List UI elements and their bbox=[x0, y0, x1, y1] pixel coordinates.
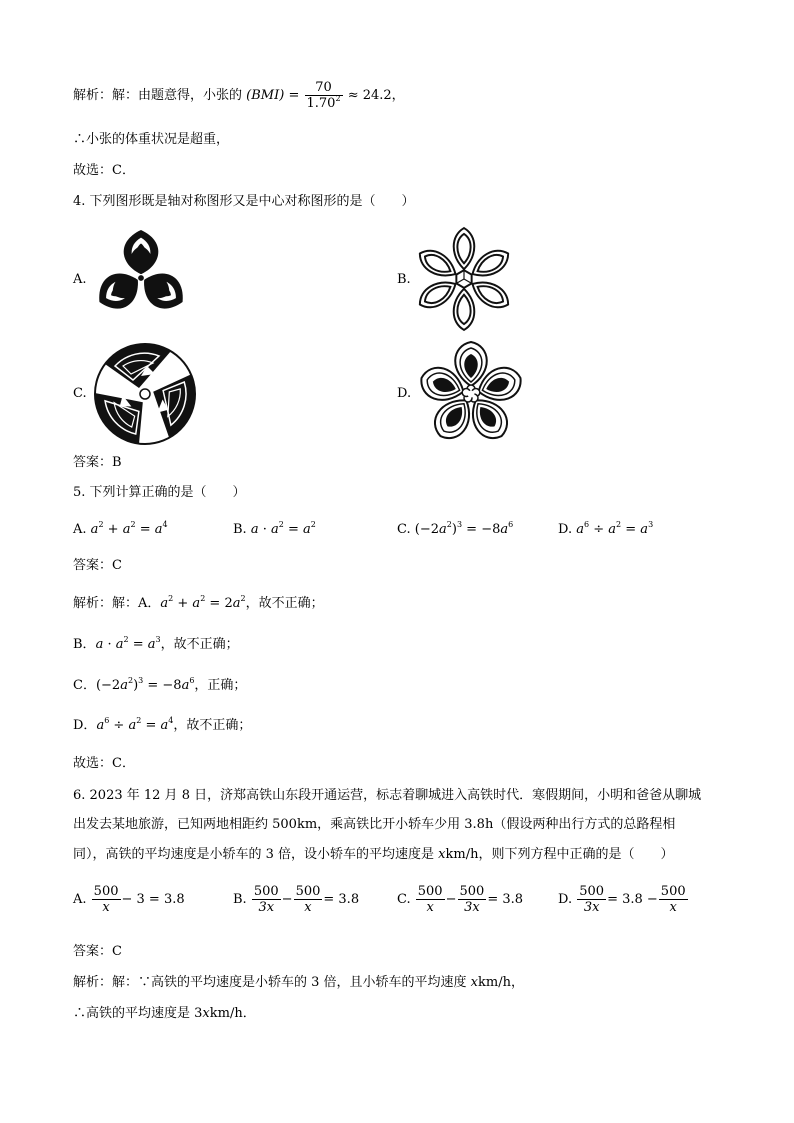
q6-option-b-rest: = 3.8 bbox=[323, 892, 360, 907]
q6-option-c-rest: = 3.8 bbox=[487, 892, 524, 907]
q6-option-d bbox=[558, 884, 689, 915]
q6-stem-line3-x: x bbox=[438, 847, 446, 862]
numerator: 500 bbox=[417, 884, 443, 899]
q5-option-a-label: A. bbox=[73, 522, 87, 537]
q4-label-b: B. bbox=[397, 272, 411, 287]
q6-analysis1-a: 解析：解：∵高铁的平均速度是小轿车的 3 倍，且小轿车的平均速度 bbox=[73, 975, 471, 990]
q6-answer: 答案：C bbox=[73, 944, 122, 959]
denominator: x bbox=[426, 900, 434, 915]
q6-analysis2-x: x bbox=[202, 1006, 210, 1021]
q6-stem-line3-b: km/h，则下列方程中正确的是（ ） bbox=[445, 847, 674, 862]
numerator: 500 bbox=[295, 884, 321, 899]
minus-sign: − bbox=[445, 892, 457, 907]
fraction bbox=[92, 884, 121, 915]
minus-sign: − bbox=[281, 892, 293, 907]
equals-sign: = bbox=[288, 88, 300, 103]
bmi-numerator: 70 bbox=[305, 80, 343, 96]
bmi-symbol: (BMI) bbox=[246, 88, 285, 103]
q6-option-a bbox=[73, 884, 185, 915]
numerator: 500 bbox=[93, 884, 119, 899]
q5-analysis-c: C．$(-2a^2)^3 = -8a^6$，正确； bbox=[73, 676, 247, 693]
q6-option-a-rest: − 3 = 3.8 bbox=[121, 892, 185, 907]
q5-choose: 故选：C． bbox=[73, 756, 135, 771]
denominator: 3x bbox=[258, 900, 275, 915]
q5-option-d: D. $a^6 \div a^2 = a^3$ bbox=[558, 520, 654, 537]
numerator: 500 bbox=[253, 884, 279, 899]
fraction bbox=[577, 884, 606, 915]
bmi-den-exp: 2 bbox=[335, 94, 341, 103]
fraction bbox=[659, 884, 688, 915]
q5-option-c-label: C. bbox=[397, 522, 411, 537]
q4-answer: 答案：B bbox=[73, 455, 122, 470]
bmi-den-base: 1.70 bbox=[306, 96, 336, 111]
q6-analysis1-x: x bbox=[470, 975, 479, 990]
denominator: 3x bbox=[464, 900, 480, 915]
q6-option-d-label: D. bbox=[558, 892, 573, 907]
q4-figure-c bbox=[93, 342, 197, 446]
q3-analysis-line bbox=[73, 80, 405, 114]
q4-figure-a bbox=[93, 228, 189, 328]
q5-analysis-d-suffix: ，故不正确； bbox=[173, 718, 252, 733]
q5-analysis-d: D．$a^6 \div a^2 = a^4$，故不正确； bbox=[73, 716, 252, 733]
numerator: 500 bbox=[579, 884, 605, 899]
q5-analysis-b: B．$a \cdot a^2 = a^3$，故不正确； bbox=[73, 635, 239, 652]
q5-analysis-a-suffix: ，故不正确； bbox=[245, 596, 324, 611]
q5-analysis-c-prefix: C． bbox=[73, 678, 96, 693]
q6-analysis2-a: ∴高铁的平均速度是 3 bbox=[73, 1006, 203, 1021]
q4-figure-b bbox=[415, 226, 513, 332]
q6-stem-line2: 出发去某地旅游，已知两地相距约 500km，乘高铁比开小轿车少用 3.8h（假设两种出行方式的总路程相 bbox=[73, 817, 676, 832]
fraction bbox=[252, 884, 281, 915]
numerator: 500 bbox=[660, 884, 686, 899]
q5-option-b: B. $a \cdot a^2 = a^2$ bbox=[233, 520, 316, 537]
q4-figure-d bbox=[417, 340, 525, 448]
q6-analysis1-b: km/h， bbox=[478, 975, 524, 990]
q6-stem-line3 bbox=[73, 846, 673, 864]
q5-analysis-d-prefix: D． bbox=[73, 718, 97, 733]
q6-option-c-label: C. bbox=[397, 892, 411, 907]
q6-analysis-line2 bbox=[73, 1005, 256, 1023]
q5-option-c: C. $(-2a^2)^3 = -8a^6$ bbox=[397, 520, 514, 537]
q5-answer: 答案：C bbox=[73, 558, 122, 573]
fraction bbox=[416, 884, 445, 915]
numerator: 500 bbox=[459, 884, 485, 899]
q6-option-c bbox=[397, 884, 523, 915]
q4-label-d: D. bbox=[397, 386, 412, 401]
q3-analysis-prefix: 解析：解：由题意得，小张的 bbox=[73, 88, 243, 103]
fraction bbox=[458, 884, 487, 915]
q6-option-d-mid: = 3.8 − bbox=[607, 892, 658, 907]
bmi-approx: ≈ 24.2， bbox=[347, 88, 405, 103]
q3-choose: 故选：C． bbox=[73, 163, 135, 178]
q6-option-b bbox=[233, 884, 359, 915]
q4-stem: 4. 下列图形既是轴对称图形又是中心对称图形的是（ ） bbox=[73, 194, 415, 209]
q5-analysis-a: 解析：解：A．$a^2 + a^2 = 2a^2$，故不正确； bbox=[73, 594, 324, 611]
q6-stem-line3-a: 同），高铁的平均速度是小轿车的 3 倍，设小轿车的平均速度是 bbox=[73, 847, 439, 862]
q5-analysis-a-prefix: 解析：解：A． bbox=[73, 596, 161, 611]
q5-option-b-label: B. bbox=[233, 522, 247, 537]
denominator: x bbox=[304, 900, 312, 915]
denominator: 3x bbox=[583, 900, 600, 915]
q4-label-c: C. bbox=[73, 386, 87, 401]
q6-stem-line1: 6. 2023 年 12 月 8 日，济郑高铁山东段开通运营，标志着聊城进入高铁时代．寒假期间，小明和爸爸从聊城 bbox=[73, 788, 702, 803]
q5-analysis-b-suffix: ，故不正确； bbox=[160, 637, 239, 652]
q5-analysis-c-suffix: ，正确； bbox=[194, 678, 247, 693]
denominator: x bbox=[102, 900, 110, 915]
q4-label-a: A. bbox=[73, 272, 87, 287]
q3-conclusion: ∴小张的体重状况是超重， bbox=[73, 132, 230, 147]
fraction bbox=[294, 884, 323, 915]
bmi-fraction bbox=[305, 80, 343, 111]
q6-option-a-label: A. bbox=[73, 892, 87, 907]
q6-analysis-line1 bbox=[73, 974, 524, 992]
q5-stem: 5. 下列计算正确的是（ ） bbox=[73, 485, 246, 500]
q6-analysis2-b: km/h． bbox=[209, 1006, 256, 1021]
denominator: x bbox=[669, 900, 677, 915]
q5-option-d-label: D. bbox=[558, 522, 573, 537]
q6-option-b-label: B. bbox=[233, 892, 247, 907]
bmi-denominator bbox=[305, 96, 343, 111]
q5-analysis-b-prefix: B． bbox=[73, 637, 96, 652]
q5-option-a: A. $a^2 + a^2 = a^4$ bbox=[73, 520, 168, 537]
